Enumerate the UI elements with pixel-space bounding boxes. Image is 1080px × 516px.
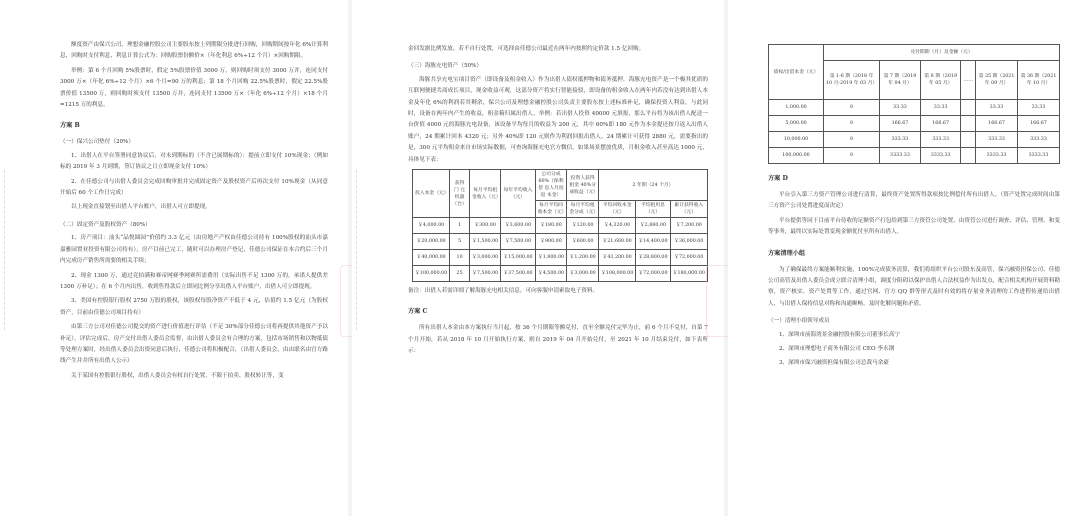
table-cell: ￥14,400.00 (636, 234, 670, 250)
table-cell: ￥100,000.00 (413, 266, 450, 282)
paragraph: 额度资产由保兴公司、理想金融控股公司主要股东按上列期限分批进行回购，回购期间按年化 6%计算利息，回购时支付利息，利息计算公式为：回购股票份额价×（年化利息 6%÷12 个月）×回购期限。 (60, 42, 328, 60)
table-cell: 0 (824, 116, 880, 132)
table-cell: 333.33 (920, 132, 961, 148)
section-heading: （一）保兴公司垫付（20%） (60, 139, 134, 146)
table-header: …… (961, 61, 976, 100)
paragraph: 平台提供等同于目前平台待收的足额资产打包给到第三方资管公司处置，由资管公司进行调查、评估、管理、和变等事务，最终以实际处置变现金额优付至所有出借人。 (768, 217, 1060, 236)
table-header: 平均租用息（元） (636, 201, 670, 218)
table-cell: 166.67 (1018, 116, 1060, 132)
table-cell (961, 132, 976, 148)
table-header: 第 1-6 期（2018 年 10 月-2019 年 03 月） (824, 61, 880, 100)
list-item: 1、房产项目：汕头“品悦圆园”价值约 3.3 亿元（由房地产产权由佳德公司持有 100%股权的汕头市嘉嘉雅园置业投资有限公司持有），房产目前已完工，随时可以办理房产登记，佳德公司保证在本合约后三个月内完成房产销售所需要的相关手续； (60, 235, 328, 265)
charging-income-table (412, 169, 708, 282)
paragraph: 金回发据比例发放。若不自行处置，可选择由佳德公司最近在两年内按照约定价款 1.5 亿回购。 (408, 46, 645, 52)
table-cell: 3333.33 (920, 148, 961, 164)
list-item: 1、深圳市前海湾景金融控股有限公司董事长高宁 (779, 331, 901, 338)
table-cell: ￥28,800.00 (636, 250, 670, 266)
list-item: 3、美国有控股银行股权 2750 万股的股权，该股权每股净资产不低于 4 元，估值约 1.5 亿元（为股权资产，目前由佳德公司项目持有） (60, 298, 328, 316)
table-row (413, 250, 708, 266)
table-cell: ￥7,500.00 (469, 266, 500, 282)
table-cell: ￥1,800.00 (535, 250, 567, 266)
section-heading: （三）海豚充电资产（50%） (408, 63, 482, 70)
list-item: 以上现金直接划至出借人平台账户，出借人可立即提现。 (71, 204, 211, 211)
plan-d-heading: 方案 D (768, 175, 788, 182)
table-cell: ￥21,600.00 (598, 234, 635, 250)
table-header: 公司分成 60%（保利偿 息人月度返 本金） (535, 170, 567, 201)
table-header: 兑付期期（月）及金额（元） (824, 45, 1060, 61)
table-cell: ￥7,200.00 (670, 218, 707, 234)
table-header: 2 年期（24 个月） (598, 170, 707, 201)
table-header: 每月平均回收本金（元） (535, 201, 567, 218)
paragraph: 所有出借人本金由本方案执行当月起，按 36 个月期限等额兑付，直至全额兑付完毕为止，前 6 个月不兑付，自第 7 个月开始，若从 2018 年 10 月开始执行方案，则自 2019 年 04 月开始兑付，至 2021 年 10 月结束兑付，如下表所示： (408, 325, 708, 355)
table-cell (961, 116, 976, 132)
table-header: 第 36 期（2021 年 10 月） (1018, 61, 1060, 100)
table-row (769, 116, 1060, 132)
paragraph: 海豚共享充电宝项目资产（即设备及租金收入）作为出借人债权抵押物和债务抵押，海豚充电资产是一个极其优质的互联网便捷共商成长项目，现金收益可观，这部分资产将实行智能接驳，即设备的租金收入在两年内若没有达到出借人本金及年化 6%的利润若其剩余，保兴公司及理想金融控股公司负责主要股东按上述标准补足，确保投资人利益，与此同时，设备在两年内产生的收益，租金箱归属出借人。举例：若出借人投资 40000 元填报，那么平台将为该出借人配送一台价值 4000 元的海豚充电设备，该设备平均每月的收益为 200 元，其中 60%即 180 元作为本金提还按月返入出借人账户，24 期累计回本 4320 元；另外 40%即 120 元则作为利润回报出借人，24 期累计可获得 2880 元，需要指出的是，300 元平均租金来自市场实际数据，可查询海豚充电官方微信，如果场景摆放优质，月租金收入甚至高达 1000 元，具体见下表： (408, 76, 708, 163)
table-row (413, 266, 708, 282)
table-cell: 0 (824, 132, 880, 148)
document-page-2 (352, 0, 724, 516)
table-cell: ￥43,200.00 (598, 250, 635, 266)
table-header: 获得 门 仓 机器（台） (450, 170, 470, 218)
table-cell: ￥20,000.00 (413, 234, 450, 250)
table-cell: 0 (824, 100, 880, 116)
table-row (769, 132, 1060, 148)
section-heading: （二）固定资产及股权资产（80%） (60, 221, 151, 228)
table-cell: 3333.33 (1018, 148, 1060, 164)
table-cell (961, 148, 976, 164)
repayment-schedule-table (768, 44, 1060, 164)
list-item: 1、出借人在平台签署同意协议后，对未到期标的（不含已展期标的）：提前立即支付 10%现金；（例如标的 2019 年 3 月到期，签订协议之日立即现金支付 10%） (60, 152, 328, 171)
table-cell: 333.33 (880, 132, 921, 148)
table-cell: 3333.33 (976, 148, 1018, 164)
table-header: 每月平均租金收入（元） (469, 170, 500, 218)
page-fold (356, 170, 365, 330)
table-header: 每月平均租金分成（元） (567, 201, 599, 218)
plan-b-heading: 方案 B (60, 122, 80, 130)
table-cell: ￥3,000.00 (469, 250, 500, 266)
paragraph: 平台引入第三方资产管理公司进行清算，最终资产处置所得款项按比例偿付所有出借人。（资产处置完成时间由第三方资产公司处置进度而决定） (768, 192, 1060, 210)
table-cell: 1 (450, 218, 470, 234)
list-item: 由第三方公司对佳德公司提交的资产进行价值进行评估（不足 30%部分佳德公司将再提供其他资产予以补足），评估完成后，房产交付出借人委员会监督，由出借人委员会有合理的方案，包括市场销售和以物抵债等处理方案时，经出借人委员会出资同意后执行，佳德公司将积极配合，（出借人委员会，由由联名由官方路线产生并并所有出借人公示） (60, 324, 328, 365)
page-fold (4, 170, 13, 330)
table-cell: ￥300.00 (469, 218, 500, 234)
table-cell: ￥180,000.00 (670, 266, 707, 282)
table-cell: 333.33 (976, 132, 1018, 148)
table-cell: 166.67 (920, 116, 961, 132)
table-cell: ￥1,500.00 (469, 234, 500, 250)
table-header: 累计获得收入（元） (670, 201, 707, 218)
table-header: 债权/出借本金（元） (769, 45, 824, 100)
table-cell: 0 (824, 148, 880, 164)
table-cell: 10 (450, 250, 470, 266)
table-row (413, 234, 708, 250)
table-cell: 166.67 (880, 116, 921, 132)
table-header: 第 8 期（2019 年 05 月） (920, 61, 961, 100)
cleanup-group-heading: 方案清理小组 (768, 249, 806, 257)
table-cell: ￥3,600.00 (501, 218, 535, 234)
table-cell: ￥36,000.00 (670, 234, 707, 250)
table-cell: 1,000.00 (769, 100, 824, 116)
list-item: 2、在佳德公司与出借人委员会完成回购审批并完成固定资产及股权资产后再次支付 10%现金（从同意开始后 60 个工作日完成） (60, 178, 328, 197)
table-cell: ￥15,000.00 (501, 250, 535, 266)
table-cell: ￥180.00 (535, 218, 567, 234)
table-cell: ￥4,320.00 (598, 218, 635, 234)
table-cell (961, 100, 976, 116)
table-cell: 25 (450, 266, 470, 282)
table-cell: ￥37,500.00 (501, 266, 535, 282)
table-cell: 100,000.00 (769, 148, 824, 164)
document-page-1 (0, 0, 348, 516)
list-item: 2、现金 1300 万，通过竞拍满和赛帝网赛季网赛所需费用（实际出售不足 1300 万的，承诺人提供差 1300 万补足）；在 6 个月内出售，收到售得款后立即同比例分享出借人平台账户，出借人可立即提现。 (60, 272, 328, 290)
table-cell: ￥120.00 (567, 218, 599, 234)
table-cell: ￥72,000.00 (670, 250, 707, 266)
table-cell: ￥72,000.00 (636, 266, 670, 282)
table-cell: ￥3,000.00 (567, 266, 599, 282)
table-header: 投入本金（元） (413, 170, 450, 218)
table-header: 投资人获得 租金 40%分 成收益（元） (567, 170, 599, 201)
table-cell: ￥600.00 (567, 234, 599, 250)
table-header: 第 7 期（2019 年 04 月） (880, 61, 921, 100)
table-cell: 33.33 (880, 100, 921, 116)
table-cell: 5 (450, 234, 470, 250)
table-cell: ￥4,500.00 (535, 266, 567, 282)
table-cell: 5,000.00 (769, 116, 824, 132)
table-cell: ￥40,000.00 (413, 250, 450, 266)
table-cell: 10,000.00 (769, 132, 824, 148)
table-cell: 3333.33 (880, 148, 921, 164)
document-page-3 (728, 0, 1080, 516)
table-cell: 333.33 (1018, 132, 1060, 148)
table-cell: ￥1,200.00 (567, 250, 599, 266)
table-row (769, 100, 1060, 116)
table-header: 第 35 期（2021 年 09 月） (976, 61, 1018, 100)
list-item: 2、深圳市理想电子商务有限公司 CEO 李永钢 (779, 346, 895, 353)
paragraph: 为了确保最终方案能顺利实施，100%完成债务清算，我们将组织平台公司股东及高管，保兴融资担保公司、佳德公司高管及出借人委员会成立联合清理小组，调度分阻碍以保护出借人合法权益作为出发点，配合相关机构开展资料勘察，资产核实、资产处置等工作，通过官网、官方 QQ 群等形式及时有效的将存量业务清理的工作进程传递给出借人，与出借人保持信息对称和沟通顺畅，及时化解问题和矛盾。 (768, 266, 1060, 307)
paragraph: 举例：第 6 个月回购 5%股票时，假定 5%股票价值 3000 万，则回购时须支付 3000 万并，连同支付 3000 万×（年化 6%÷12 个月）×6 个月=90 万的利息；第 18 个月回购 22.5%股票时，假定 22.5%股票价值 13500 万，则回购时须支付 13500 万并，连同支付 13500 万×（年化 6%÷12 个月）×18 个月=1215 万的利息。 (60, 67, 328, 109)
table-row (413, 218, 708, 234)
table-cell: ￥2,880.00 (636, 218, 670, 234)
table-cell: 33.33 (1018, 100, 1060, 116)
table-row (769, 148, 1060, 164)
table-header: 每年平均收入（元） (501, 170, 535, 218)
table-cell: ￥7,500.00 (501, 234, 535, 250)
table-note: 备注：出借人若需详细了解海豚充电相关信息，可向客服申请索取电子资料。 (408, 288, 599, 295)
plan-c-heading: 方案 C (408, 308, 428, 316)
table-cell: ￥4,000.00 (413, 218, 450, 234)
list-item: 3、深圳市保兴融资担保有限公司总裁马余豪 (779, 360, 889, 367)
table-cell: 166.67 (976, 116, 1018, 132)
table-header: 平均回收本金（元） (598, 201, 635, 218)
table-cell: ￥900.00 (535, 234, 567, 250)
table-cell: 33.33 (920, 100, 961, 116)
section-heading: （一）清理小组领导成员 (768, 318, 830, 325)
table-cell: 33.33 (976, 100, 1018, 116)
table-cell: ￥108,000.00 (598, 266, 635, 282)
list-item: 关于某国有控股银行股权，出借人委员会有权自行处置，不限于拍卖、股权转让等，变 (71, 372, 284, 379)
